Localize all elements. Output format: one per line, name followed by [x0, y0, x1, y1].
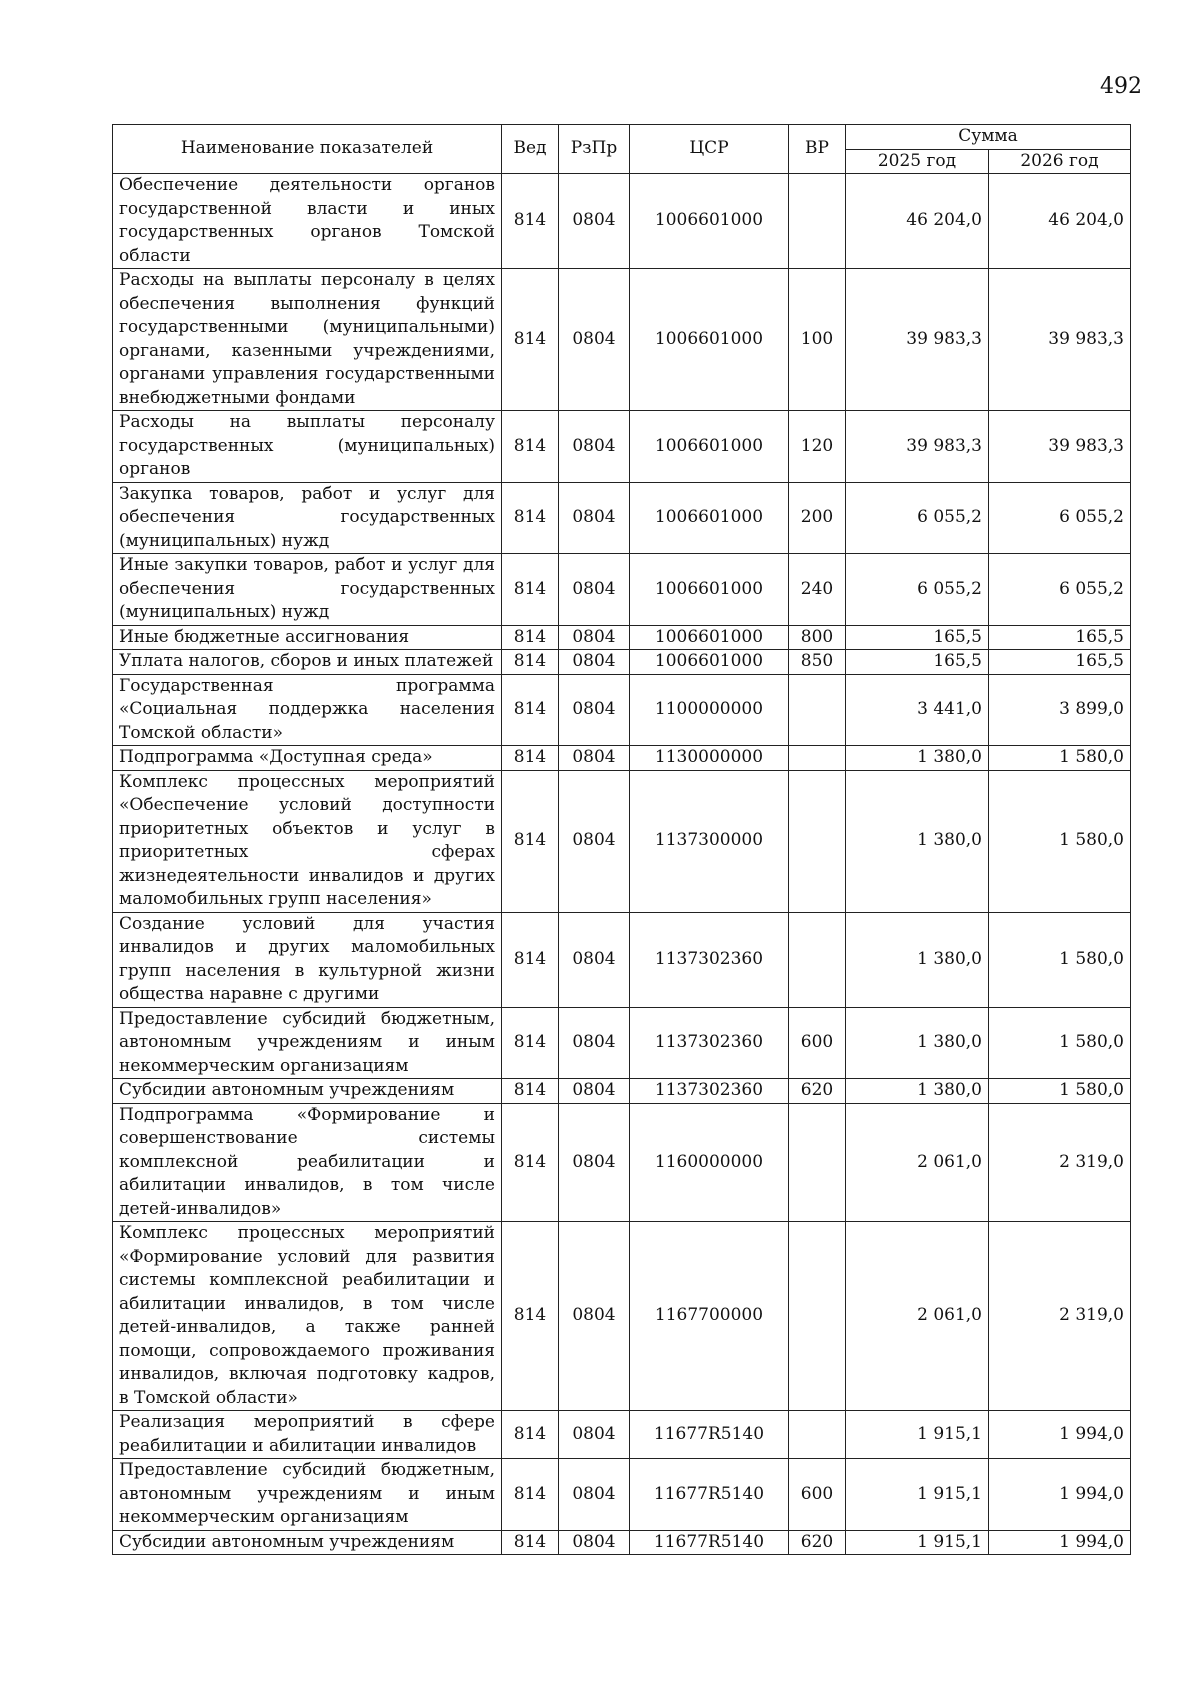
cell-sum-2026: 6 055,2: [989, 482, 1131, 554]
cell-csr: 1006601000: [630, 625, 789, 650]
cell-sum-2026: 2 319,0: [989, 1222, 1131, 1411]
header-name: Наименование показателей: [113, 125, 502, 174]
cell-sum-2025: 165,5: [846, 625, 989, 650]
cell-sum-2025: 6 055,2: [846, 482, 989, 554]
cell-name: Комплекс процессных мероприятий «Формирование условий для развития системы комплексной реабилитации и абилитации инвалидов, в том числе детей-инвалидов, а также ранней помощи, сопровождаемого проживания инвалидов, включая подготовку кадров, в Томской области»: [113, 1222, 502, 1411]
cell-csr: 1137302360: [630, 912, 789, 1007]
cell-sum-2025: 3 441,0: [846, 674, 989, 746]
table-header: [113, 125, 1131, 174]
cell-name: Уплата налогов, сборов и иных платежей: [113, 650, 502, 675]
table-row: [113, 1079, 1131, 1104]
page-number: 492: [1100, 74, 1142, 99]
table-row: [113, 770, 1131, 912]
cell-name: Иные закупки товаров, работ и услуг для обеспечения государственных (муниципальных) нужд: [113, 554, 502, 626]
cell-sum-2025: 1 380,0: [846, 1079, 989, 1104]
cell-name: Закупка товаров, работ и услуг для обеспечения государственных (муниципальных) нужд: [113, 482, 502, 554]
cell-vr: 240: [789, 554, 846, 626]
cell-rzpr: 0804: [559, 174, 630, 269]
cell-rzpr: 0804: [559, 1007, 630, 1079]
cell-sum-2025: 1 380,0: [846, 770, 989, 912]
cell-name: Субсидии автономным учреждениям: [113, 1530, 502, 1555]
cell-rzpr: 0804: [559, 1530, 630, 1555]
cell-ved: 814: [502, 1007, 559, 1079]
cell-rzpr: 0804: [559, 411, 630, 483]
cell-ved: 814: [502, 1222, 559, 1411]
cell-csr: 1130000000: [630, 746, 789, 771]
table-row: [113, 554, 1131, 626]
header-vr: ВР: [789, 125, 846, 174]
cell-sum-2025: 1 915,1: [846, 1459, 989, 1531]
cell-vr: [789, 1222, 846, 1411]
cell-sum-2026: 1 580,0: [989, 770, 1131, 912]
cell-name: Подпрограмма «Формирование и совершенствование системы комплексной реабилитации и абилитации инвалидов, в том числе детей-инвалидов»: [113, 1103, 502, 1222]
cell-sum-2025: 1 380,0: [846, 912, 989, 1007]
cell-sum-2025: 39 983,3: [846, 411, 989, 483]
cell-ved: 814: [502, 554, 559, 626]
cell-name: Расходы на выплаты персоналу в целях обеспечения выполнения функций государственными (муниципальными) органами, казенными учреждениями, органами управления государственными внебюджетными фондами: [113, 269, 502, 411]
cell-ved: 814: [502, 625, 559, 650]
header-csr: ЦСР: [630, 125, 789, 174]
cell-csr: 1006601000: [630, 650, 789, 675]
cell-vr: 200: [789, 482, 846, 554]
cell-sum-2026: 1 994,0: [989, 1411, 1131, 1459]
cell-csr: 1160000000: [630, 1103, 789, 1222]
cell-name: Предоставление субсидий бюджетным, автономным учреждениям и иным некоммерческим организациям: [113, 1007, 502, 1079]
cell-sum-2026: 1 580,0: [989, 1079, 1131, 1104]
cell-name: Комплекс процессных мероприятий «Обеспечение условий доступности приоритетных объектов и услуг в приоритетных сферах жизнедеятельности инвалидов и других маломобильных групп населения»: [113, 770, 502, 912]
cell-vr: 120: [789, 411, 846, 483]
cell-vr: 850: [789, 650, 846, 675]
cell-rzpr: 0804: [559, 770, 630, 912]
cell-csr: 1006601000: [630, 554, 789, 626]
cell-name: Реализация мероприятий в сфере реабилитации и абилитации инвалидов: [113, 1411, 502, 1459]
cell-name: Иные бюджетные ассигнования: [113, 625, 502, 650]
table-row: [113, 1222, 1131, 1411]
cell-sum-2025: 1 915,1: [846, 1530, 989, 1555]
cell-name: Создание условий для участия инвалидов и других маломобильных групп населения в культурной жизни общества наравне с другими: [113, 912, 502, 1007]
cell-csr: 1137302360: [630, 1007, 789, 1079]
table-row: [113, 482, 1131, 554]
table-row: [113, 746, 1131, 771]
cell-csr: 1137300000: [630, 770, 789, 912]
cell-vr: 100: [789, 269, 846, 411]
cell-rzpr: 0804: [559, 1459, 630, 1531]
cell-rzpr: 0804: [559, 625, 630, 650]
cell-sum-2026: 1 994,0: [989, 1459, 1131, 1531]
cell-csr: 1167700000: [630, 1222, 789, 1411]
cell-sum-2025: 39 983,3: [846, 269, 989, 411]
cell-vr: [789, 912, 846, 1007]
table-row: [113, 674, 1131, 746]
cell-csr: 11677R5140: [630, 1411, 789, 1459]
cell-ved: 814: [502, 770, 559, 912]
cell-vr: [789, 1411, 846, 1459]
cell-sum-2026: 46 204,0: [989, 174, 1131, 269]
cell-rzpr: 0804: [559, 1079, 630, 1104]
cell-ved: 814: [502, 1411, 559, 1459]
cell-rzpr: 0804: [559, 482, 630, 554]
cell-ved: 814: [502, 269, 559, 411]
cell-csr: 1006601000: [630, 269, 789, 411]
cell-rzpr: 0804: [559, 269, 630, 411]
header-year-2025: 2025 год: [846, 149, 989, 174]
cell-sum-2026: 6 055,2: [989, 554, 1131, 626]
cell-csr: 11677R5140: [630, 1530, 789, 1555]
cell-sum-2026: 1 580,0: [989, 746, 1131, 771]
cell-rzpr: 0804: [559, 554, 630, 626]
cell-ved: 814: [502, 174, 559, 269]
cell-ved: 814: [502, 746, 559, 771]
cell-csr: 11677R5140: [630, 1459, 789, 1531]
table-row: [113, 269, 1131, 411]
cell-name: Государственная программа «Социальная поддержка населения Томской области»: [113, 674, 502, 746]
cell-ved: 814: [502, 1459, 559, 1531]
header-year-2026: 2026 год: [989, 149, 1131, 174]
cell-vr: [789, 674, 846, 746]
table-row: [113, 1459, 1131, 1531]
cell-vr: 620: [789, 1530, 846, 1555]
cell-vr: 600: [789, 1459, 846, 1531]
cell-rzpr: 0804: [559, 674, 630, 746]
cell-name: Подпрограмма «Доступная среда»: [113, 746, 502, 771]
cell-sum-2026: 3 899,0: [989, 674, 1131, 746]
cell-name: Субсидии автономным учреждениям: [113, 1079, 502, 1104]
cell-vr: [789, 746, 846, 771]
cell-ved: 814: [502, 650, 559, 675]
cell-csr: 1100000000: [630, 674, 789, 746]
cell-sum-2026: 1 580,0: [989, 1007, 1131, 1079]
cell-sum-2025: 2 061,0: [846, 1222, 989, 1411]
table-row: [113, 625, 1131, 650]
cell-vr: 600: [789, 1007, 846, 1079]
table-row: [113, 1007, 1131, 1079]
cell-ved: 814: [502, 1079, 559, 1104]
table-row: [113, 650, 1131, 675]
cell-ved: 814: [502, 482, 559, 554]
cell-sum-2026: 1 994,0: [989, 1530, 1131, 1555]
budget-table: [112, 124, 1131, 1555]
cell-rzpr: 0804: [559, 746, 630, 771]
cell-sum-2025: 1 915,1: [846, 1411, 989, 1459]
cell-sum-2025: 165,5: [846, 650, 989, 675]
cell-rzpr: 0804: [559, 1222, 630, 1411]
cell-sum-2025: 2 061,0: [846, 1103, 989, 1222]
cell-sum-2025: 46 204,0: [846, 174, 989, 269]
cell-csr: 1137302360: [630, 1079, 789, 1104]
table-row: [113, 912, 1131, 1007]
table-body: [113, 174, 1131, 1555]
cell-csr: 1006601000: [630, 411, 789, 483]
cell-vr: 800: [789, 625, 846, 650]
cell-sum-2025: 1 380,0: [846, 1007, 989, 1079]
cell-sum-2026: 165,5: [989, 625, 1131, 650]
header-sum: Сумма: [846, 125, 1131, 150]
cell-ved: 814: [502, 411, 559, 483]
cell-csr: 1006601000: [630, 482, 789, 554]
cell-rzpr: 0804: [559, 912, 630, 1007]
cell-vr: [789, 770, 846, 912]
cell-ved: 814: [502, 1530, 559, 1555]
table-row: [113, 1103, 1131, 1222]
cell-sum-2026: 39 983,3: [989, 269, 1131, 411]
cell-csr: 1006601000: [630, 174, 789, 269]
cell-vr: [789, 174, 846, 269]
cell-ved: 814: [502, 1103, 559, 1222]
cell-name: Предоставление субсидий бюджетным, автономным учреждениям и иным некоммерческим организациям: [113, 1459, 502, 1531]
cell-sum-2026: 165,5: [989, 650, 1131, 675]
cell-sum-2025: 1 380,0: [846, 746, 989, 771]
cell-sum-2026: 2 319,0: [989, 1103, 1131, 1222]
cell-ved: 814: [502, 674, 559, 746]
cell-vr: [789, 1103, 846, 1222]
cell-sum-2025: 6 055,2: [846, 554, 989, 626]
cell-name: Обеспечение деятельности органов государственной власти и иных государственных органов Томской области: [113, 174, 502, 269]
cell-sum-2026: 1 580,0: [989, 912, 1131, 1007]
cell-rzpr: 0804: [559, 650, 630, 675]
table-row: [113, 174, 1131, 269]
cell-sum-2026: 39 983,3: [989, 411, 1131, 483]
header-ved: Вед: [502, 125, 559, 174]
header-rzpr: РзПр: [559, 125, 630, 174]
table-row: [113, 1411, 1131, 1459]
cell-name: Расходы на выплаты персоналу государственных (муниципальных) органов: [113, 411, 502, 483]
cell-rzpr: 0804: [559, 1411, 630, 1459]
table-row: [113, 1530, 1131, 1555]
cell-vr: 620: [789, 1079, 846, 1104]
table-row: [113, 411, 1131, 483]
cell-ved: 814: [502, 912, 559, 1007]
cell-rzpr: 0804: [559, 1103, 630, 1222]
